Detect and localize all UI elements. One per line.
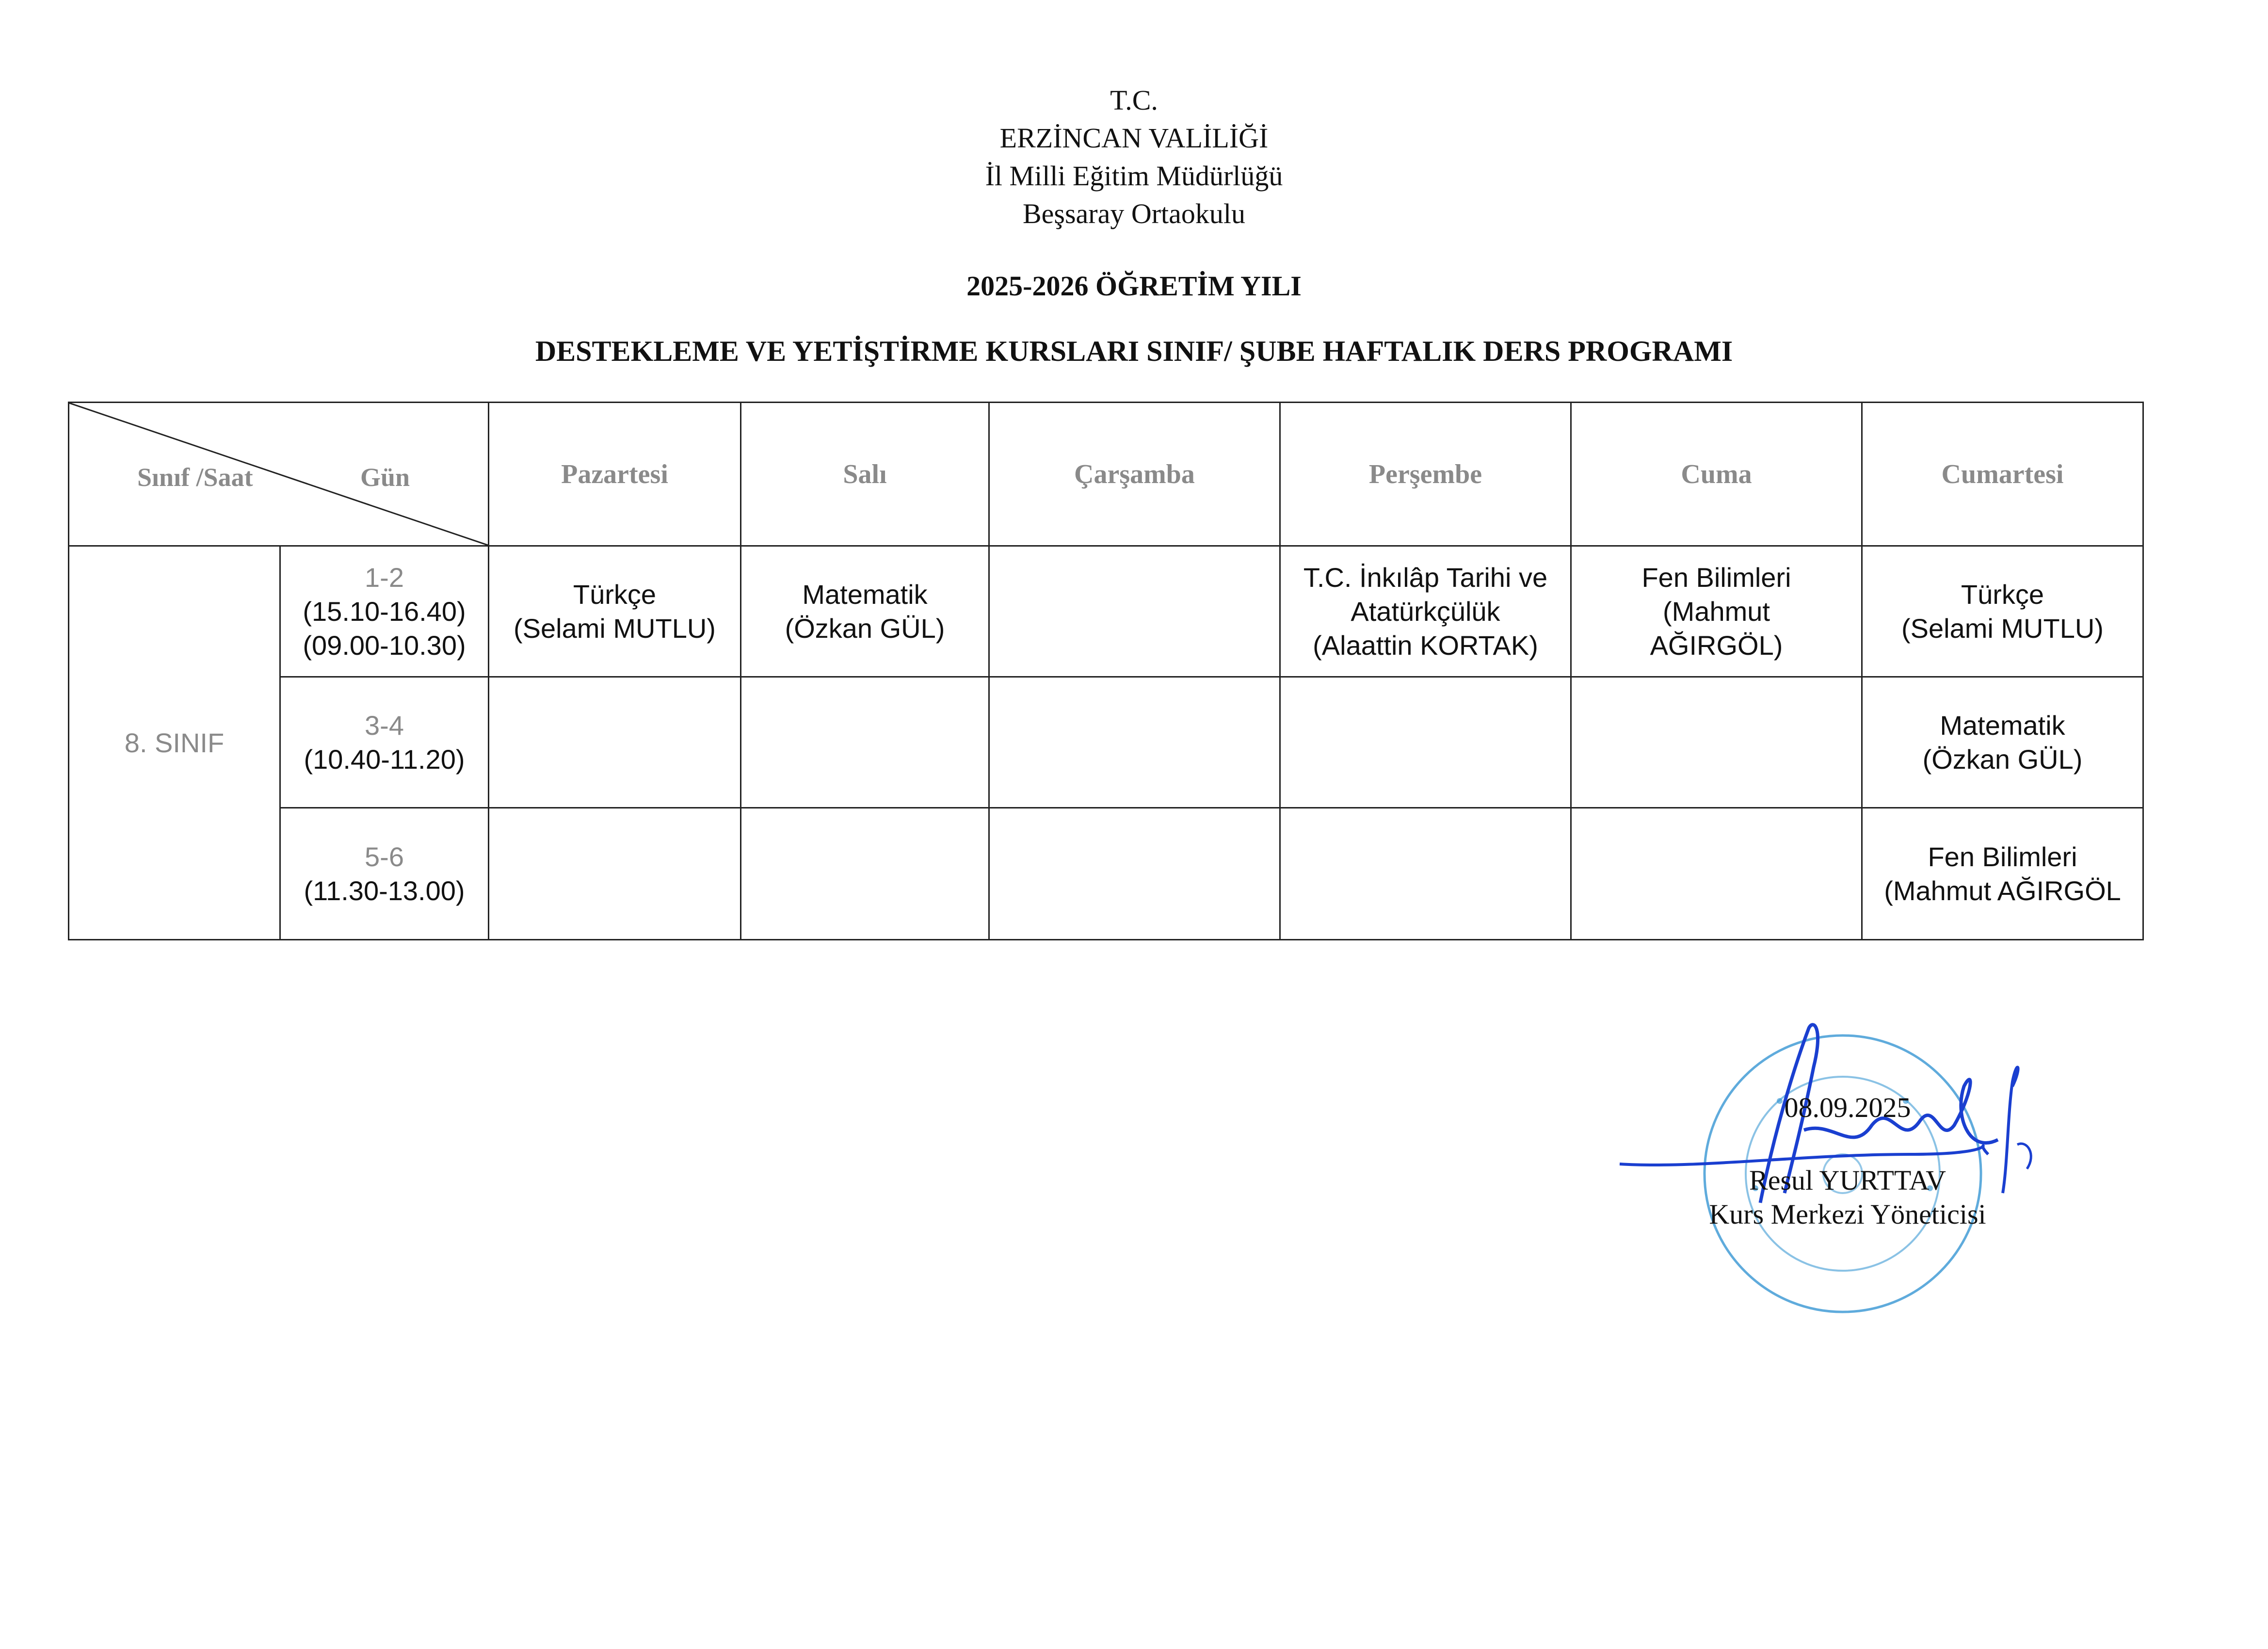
slot-time: (15.10-16.40): [303, 596, 466, 627]
slot-number: 3-4: [365, 710, 404, 741]
slot-time: (11.30-13.00): [304, 875, 465, 906]
lesson-teacher: (Mahmut: [1663, 596, 1770, 627]
lesson-teacher: (Selami MUTLU): [514, 613, 716, 644]
lesson-cell-empty: [1280, 677, 1571, 808]
lesson-teacher: (Alaattin KORTAK): [1313, 630, 1538, 661]
header-line-mudurluk: İl Milli Eğitim Müdürlüğü: [985, 160, 1283, 192]
lesson-teacher: (Mahmut AĞIRGÖL: [1884, 875, 2121, 906]
lesson-cell: [1571, 546, 1862, 677]
lesson-cell-empty: [741, 808, 989, 940]
lesson-subject: Fen Bilimleri: [1641, 562, 1791, 593]
lesson-cell: [489, 546, 741, 677]
class-cell: 8. SINIF: [69, 546, 280, 940]
corner-label-class-time: Sınıf /Saat: [137, 463, 253, 492]
lesson-teacher-cont: AĞIRGÖL): [1650, 630, 1783, 661]
lesson-cell-empty: [489, 677, 741, 808]
lesson-cell: [1862, 808, 2143, 940]
day-header-thursday: Perşembe: [1280, 403, 1571, 546]
lesson-cell: [1862, 677, 2143, 808]
lesson-cell-empty: [989, 677, 1280, 808]
day-header-friday: Cuma: [1571, 403, 1862, 546]
lesson-subject: Türkçe: [573, 579, 657, 610]
lesson-cell: [1862, 546, 2143, 677]
header-line-tc: T.C.: [1110, 84, 1158, 116]
time-slot-cell: [280, 808, 489, 940]
day-header-saturday: Cumartesi: [1862, 403, 2143, 546]
lesson-subject-cont: Atatürkçülük: [1351, 596, 1500, 627]
lesson-teacher: (Özkan GÜL): [1922, 744, 2083, 775]
academic-year-title: 2025-2026 ÖĞRETİM YILI: [966, 270, 1302, 302]
day-header-wednesday: Çarşamba: [989, 403, 1280, 546]
signer-name: Resul YURTTAV: [1749, 1164, 1946, 1196]
slot-number: 1-2: [365, 562, 404, 593]
day-header-tuesday: Salı: [741, 403, 989, 546]
schedule-table: [68, 402, 2144, 940]
lesson-subject: Matematik: [1940, 710, 2065, 741]
lesson-subject: Matematik: [802, 579, 928, 610]
signature-date: 08.09.2025: [1784, 1092, 1911, 1123]
day-header-monday: Pazartesi: [489, 403, 741, 546]
lesson-cell-empty: [1280, 808, 1571, 940]
time-slot-cell: [280, 546, 489, 677]
lesson-cell-empty: [989, 808, 1280, 940]
lesson-cell-empty: [989, 546, 1280, 677]
diagonal-line: [69, 403, 488, 545]
slot-time: (10.40-11.20): [304, 744, 465, 775]
signature-block: [1600, 1009, 2085, 1348]
header-line-valilik: ERZİNCAN VALİLİĞİ: [999, 122, 1269, 154]
lesson-subject: T.C. İnkılâp Tarihi ve: [1303, 562, 1548, 593]
lesson-cell: [741, 546, 989, 677]
lesson-cell-empty: [489, 808, 741, 940]
table-row: [69, 677, 2143, 808]
table-row: [69, 808, 2143, 940]
table-row: [69, 546, 2143, 677]
header-row: [69, 403, 2143, 546]
lesson-teacher: (Selami MUTLU): [1901, 613, 2104, 644]
lesson-cell: [1280, 546, 1571, 677]
signer-role: Kurs Merkezi Yöneticisi: [1709, 1198, 1986, 1230]
lesson-cell-empty: [741, 677, 989, 808]
lesson-teacher: (Özkan GÜL): [785, 613, 945, 644]
program-title: DESTEKLEME VE YETİŞTİRME KURSLARI SINIF/ ŞUBE HAFTALIK DERS PROGRAMI: [535, 335, 1733, 367]
corner-header: [69, 403, 489, 546]
lesson-cell-empty: [1571, 677, 1862, 808]
time-slot-cell: [280, 677, 489, 808]
lesson-cell-empty: [1571, 808, 1862, 940]
slot-number: 5-6: [365, 841, 404, 872]
institution-header: [0, 81, 2268, 233]
slot-time: (09.00-10.30): [303, 630, 466, 661]
corner-label-day: Gün: [360, 463, 410, 492]
header-line-school: Beşsaray Ortaokulu: [1022, 198, 1246, 229]
lesson-subject: Fen Bilimleri: [1928, 841, 2077, 872]
lesson-subject: Türkçe: [1961, 579, 2044, 610]
